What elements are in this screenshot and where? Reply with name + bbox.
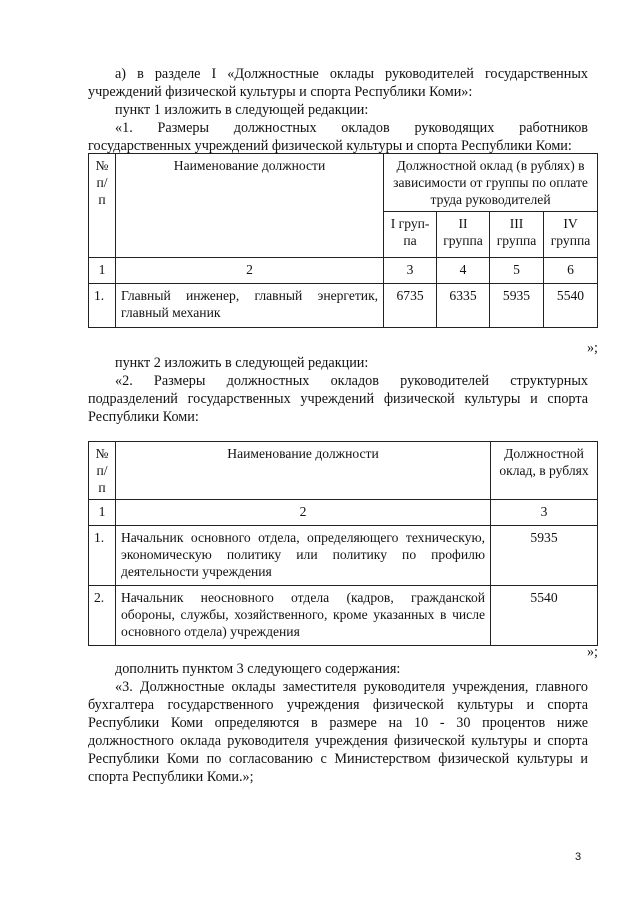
table-cell: 5935 bbox=[490, 284, 544, 328]
table-cell: 5 bbox=[490, 258, 544, 284]
table-cell: 6 bbox=[543, 258, 597, 284]
closing-quote-2: »; bbox=[586, 644, 598, 660]
table-cell: 5540 bbox=[491, 586, 598, 646]
table-cell: 4 bbox=[437, 258, 490, 284]
closing-quote-1: »; bbox=[586, 340, 598, 356]
table1-group-2: II группа bbox=[437, 212, 490, 258]
table-row bbox=[89, 586, 598, 646]
table-row bbox=[89, 526, 598, 586]
table-cell: 1. bbox=[89, 526, 116, 586]
table-cell: 5540 bbox=[543, 284, 597, 328]
table2-header-num: № п/п bbox=[89, 442, 116, 500]
table1-group-4: IV группа bbox=[543, 212, 597, 258]
table-cell: 3 bbox=[384, 258, 437, 284]
table-salaries-2 bbox=[88, 441, 598, 646]
table-cell: 5935 bbox=[491, 526, 598, 586]
paragraph-item3-intro: дополнить пунктом 3 следующего содержания: bbox=[115, 661, 401, 677]
table1-group-3: III группа bbox=[490, 212, 544, 258]
table-cell: 3 bbox=[491, 500, 598, 526]
table-salaries-1 bbox=[88, 153, 598, 328]
paragraph-item1-intro: пункт 1 изложить в следующей редакции: bbox=[115, 102, 369, 118]
table1-group-1: I груп-па bbox=[384, 212, 437, 258]
table-cell: 2 bbox=[115, 500, 490, 526]
table-cell: 2. bbox=[89, 586, 116, 646]
table2-header-salary: Должностной оклад, в рублях bbox=[491, 442, 598, 500]
table-cell: 6335 bbox=[437, 284, 490, 328]
table-row bbox=[89, 258, 598, 284]
table-cell: 1. bbox=[89, 284, 116, 328]
table-cell: 6735 bbox=[384, 284, 437, 328]
table-cell: 1 bbox=[89, 500, 116, 526]
table1-header-name: Наименование должности bbox=[115, 154, 383, 258]
paragraph-item1-text: «1. Размеры должностных окладов руководящих работников государственных учреждений физической культуры и спорта Республики Коми: bbox=[88, 120, 588, 154]
page-number: 3 bbox=[575, 851, 582, 863]
table-cell: 1 bbox=[89, 258, 116, 284]
table2-header-name: Наименование должности bbox=[115, 442, 490, 500]
paragraph-a: а) в разделе I «Должностные оклады руководителей государственных учреждений физической культуры и спорта Республики Коми»: bbox=[88, 66, 588, 100]
table-row bbox=[89, 284, 598, 328]
table-cell: Начальник неосновного отдела (кадров, гражданской обороны, службы, хозяйственного, кроме указанных в числе основного отдела) учреждения bbox=[115, 586, 490, 646]
table1-header-num: № п/п bbox=[89, 154, 116, 258]
table-cell: Начальник основного отдела, определяющего техническую, экономическую политику или политику по профилю деятельности учреждения bbox=[115, 526, 490, 586]
paragraph-item2-text: «2. Размеры должностных окладов руководителей структурных подразделений государственных учреждений физической культуры и спорта Республики Коми: bbox=[88, 373, 588, 425]
paragraph-item3-text: «3. Должностные оклады заместителя руководителя учреждения, главного бухгалтера государственного учреждения физической культуры и спорта Республики Коми определяются в размере на 10 - 30 процентов ниже должностного оклада руководителя учреждения физической культуры и спорта Республики Коми по согласованию с Министерством физической культуры и спорта Республики Коми.»; bbox=[88, 679, 588, 785]
table-cell: 2 bbox=[115, 258, 383, 284]
table-row bbox=[89, 500, 598, 526]
paragraph-item2-intro: пункт 2 изложить в следующей редакции: bbox=[115, 355, 369, 371]
table1-header-salary: Должностной оклад (в рублях) в зависимости от группы по оплате труда руководителей bbox=[384, 154, 598, 212]
table-cell: Главный инженер, главный энергетик, главный механик bbox=[115, 284, 383, 328]
